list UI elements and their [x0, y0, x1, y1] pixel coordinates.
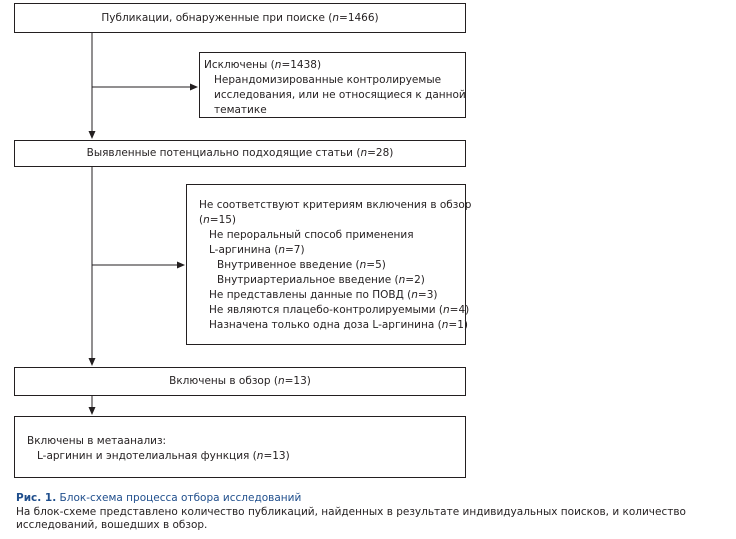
included-meta-head: Включены в метаанализ: — [27, 435, 167, 447]
identified-text: Публикации, обнаруженные при поиске (n=1466) — [101, 11, 379, 24]
reason-not-oral-count: L-аргинина (n=7) — [209, 244, 305, 256]
box-excluded-second — [186, 184, 472, 345]
excluded-first-reason-line: исследования, или не относящиеся к данной — [214, 89, 466, 101]
reason-intraarterial: Внутриартериальное введение (n=2) — [217, 274, 425, 286]
reason-not-placebo: Не являются плацебо-контролируемыми (n=4) — [209, 304, 470, 316]
figure-caption — [16, 492, 732, 533]
box-excluded-first — [199, 52, 466, 118]
included-review-text: Включены в обзор (n=13) — [169, 375, 311, 387]
excluded-second-head-count: (n=15) — [199, 214, 237, 226]
reason-intravenous: Внутривенное введение (n=5) — [217, 259, 386, 271]
excluded-first-head: Исключены (n=1438) — [204, 59, 322, 71]
figure-description: На блок-схеме представлено количество публикаций, найденных в результате индивидуальных поисков, и количество исследований, вошедших в обзор. — [16, 505, 686, 531]
figure-label: Рис. 1. — [16, 492, 57, 504]
excluded-second-head: Не соответствуют критериям включения в обзор — [199, 199, 472, 211]
included-meta-sub: L-аргинин и эндотелиальная функция (n=13) — [37, 450, 290, 462]
excluded-first-reason-line: тематике — [214, 104, 267, 116]
potential-text: Выявленные потенциально подходящие статьи (n=28) — [86, 147, 394, 159]
box-potential — [14, 140, 466, 167]
figure-title: Блок-схема процесса отбора исследований — [56, 492, 302, 504]
excluded-first-reason-line: Нерандомизированные контролируемые — [214, 74, 442, 86]
box-included-meta — [14, 416, 466, 478]
box-included-review — [14, 367, 466, 396]
reason-single-dose: Назначена только одна доза L-аргинина (n=1) — [209, 319, 468, 331]
box-identified — [14, 3, 466, 33]
reason-no-fmd-data: Не представлены данные по ПОВД (n=3) — [209, 289, 438, 301]
reason-not-oral: Не пероральный способ применения — [209, 229, 414, 241]
